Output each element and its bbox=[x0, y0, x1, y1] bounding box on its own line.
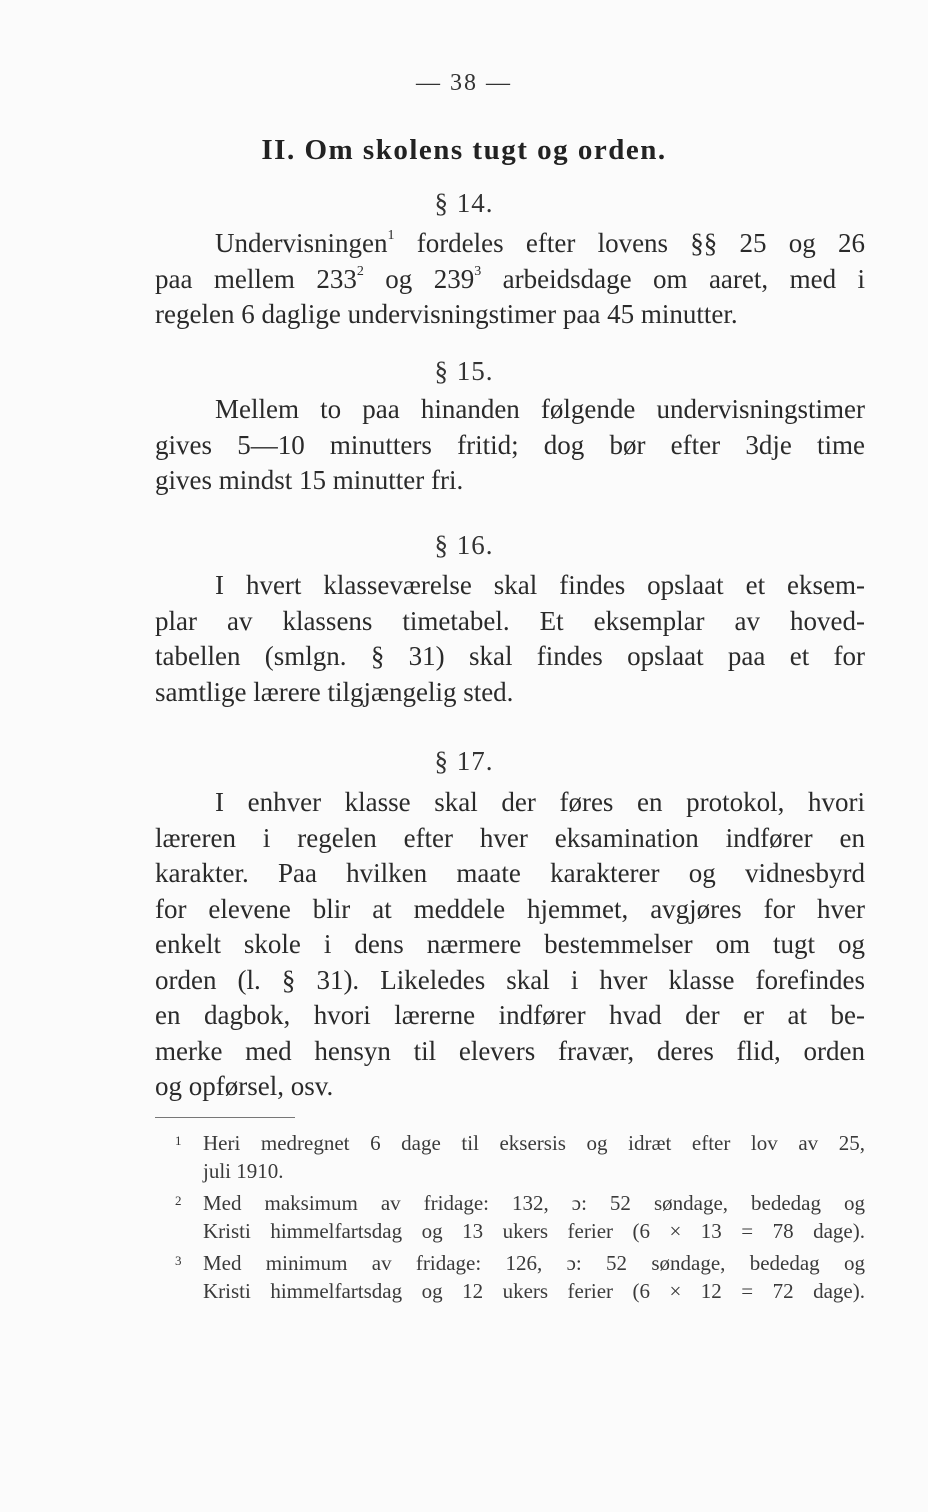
footnote-mark: 1 bbox=[175, 1133, 182, 1148]
text-line: orden (l. § 31). Likeledes skal i hver klasse forefindes bbox=[155, 964, 865, 995]
footnote-mark: 3 bbox=[175, 1253, 182, 1268]
text-line: Mellem to paa hinanden følgende undervisningstimer bbox=[215, 394, 865, 424]
section-mark-17: § 17. bbox=[434, 746, 494, 776]
text-line: karakter. Paa hvilken maate karakterer og vidnesbyrd bbox=[155, 858, 865, 888]
footnote-ref: 2 bbox=[356, 263, 364, 279]
chapter-heading: II. Om skolens tugt og orden. bbox=[261, 134, 667, 166]
footnote-line: juli 1910. bbox=[203, 1159, 284, 1183]
footnote-line: Heri medregnet 6 dage til eksersis og idræt efter lov av 25, bbox=[203, 1131, 865, 1155]
section-mark-14: § 14. bbox=[434, 188, 494, 218]
text-line: I enhver klasse skal der føres en protokol, hvori bbox=[215, 787, 865, 817]
footnote-2 bbox=[175, 1189, 865, 1245]
text-line: paa mellem $233^2$ og $239^3$ arbeidsdage om aaret, med i bbox=[155, 263, 866, 294]
text-line: enkelt skole i dens nærmere bestemmelser om tugt og bbox=[155, 929, 865, 959]
footnote-line: Med maksimum av fridage: 132, ɔ: 52 søndage, bededag og bbox=[203, 1191, 865, 1215]
text-line: plar av klassens timetabel. Et eksemplar av hoved- bbox=[155, 605, 865, 636]
text-line: merke med hensyn til elevers fravær, deres flid, orden bbox=[155, 1035, 865, 1066]
section-mark-16: § 16. bbox=[434, 530, 494, 560]
section-mark-15: § 15. bbox=[434, 356, 494, 386]
section-text-14 bbox=[155, 226, 865, 333]
footnote-mark: 2 bbox=[175, 1193, 182, 1208]
footnote-ref: 3 bbox=[474, 263, 482, 279]
text-line: gives 5—10 minutters fritid; dog bør efter 3dje time bbox=[155, 429, 865, 460]
footnote-1 bbox=[175, 1129, 865, 1185]
footnote-ref: 1 bbox=[387, 228, 395, 243]
text-line: læreren i regelen efter hver eksamination indfører en bbox=[155, 822, 865, 853]
text-line: og opførsel, osv. bbox=[155, 1071, 334, 1101]
text-line: regelen 6 daglige undervisningstimer paa 45 minutter. bbox=[155, 299, 738, 329]
footnote-line: Kristi himmelfartsdag og 13 ukers ferier (6 × 13 = 78 dage). bbox=[203, 1219, 865, 1243]
footnotes bbox=[175, 1129, 865, 1305]
footnote-divider bbox=[155, 1117, 295, 1118]
page-number: — 38 — bbox=[416, 70, 512, 96]
text-line: for elevene blir at meddele hjemmet, avgjøres for hver bbox=[155, 893, 865, 924]
footnote-3 bbox=[175, 1249, 865, 1305]
section-text-16 bbox=[155, 568, 865, 710]
footnote-line: Kristi himmelfartsdag og 12 ukers ferier (6 × 12 = 72 dage). bbox=[203, 1279, 865, 1303]
text-line: I hvert klasseværelse skal findes opslaat et eksem- bbox=[215, 570, 865, 600]
text-line: samtlige lærere tilgjængelig sted. bbox=[155, 676, 514, 707]
text-line: gives mindst 15 minutter fri. bbox=[155, 465, 464, 495]
text-line: en dagbok, hvori lærerne indfører hvad der er at be- bbox=[155, 1000, 865, 1030]
section-text-17 bbox=[155, 785, 865, 1105]
text-line: tabellen (smlgn. § 31) skal findes opslaat paa et for bbox=[155, 641, 865, 671]
footnote-line: Med minimum av fridage: 126, ɔ: 52 søndage, bededag og bbox=[203, 1251, 865, 1275]
section-text-15 bbox=[155, 392, 865, 499]
text-line: Undervisningen$^1$ fordeles efter lovens §§ 25 og 26 bbox=[215, 228, 865, 258]
